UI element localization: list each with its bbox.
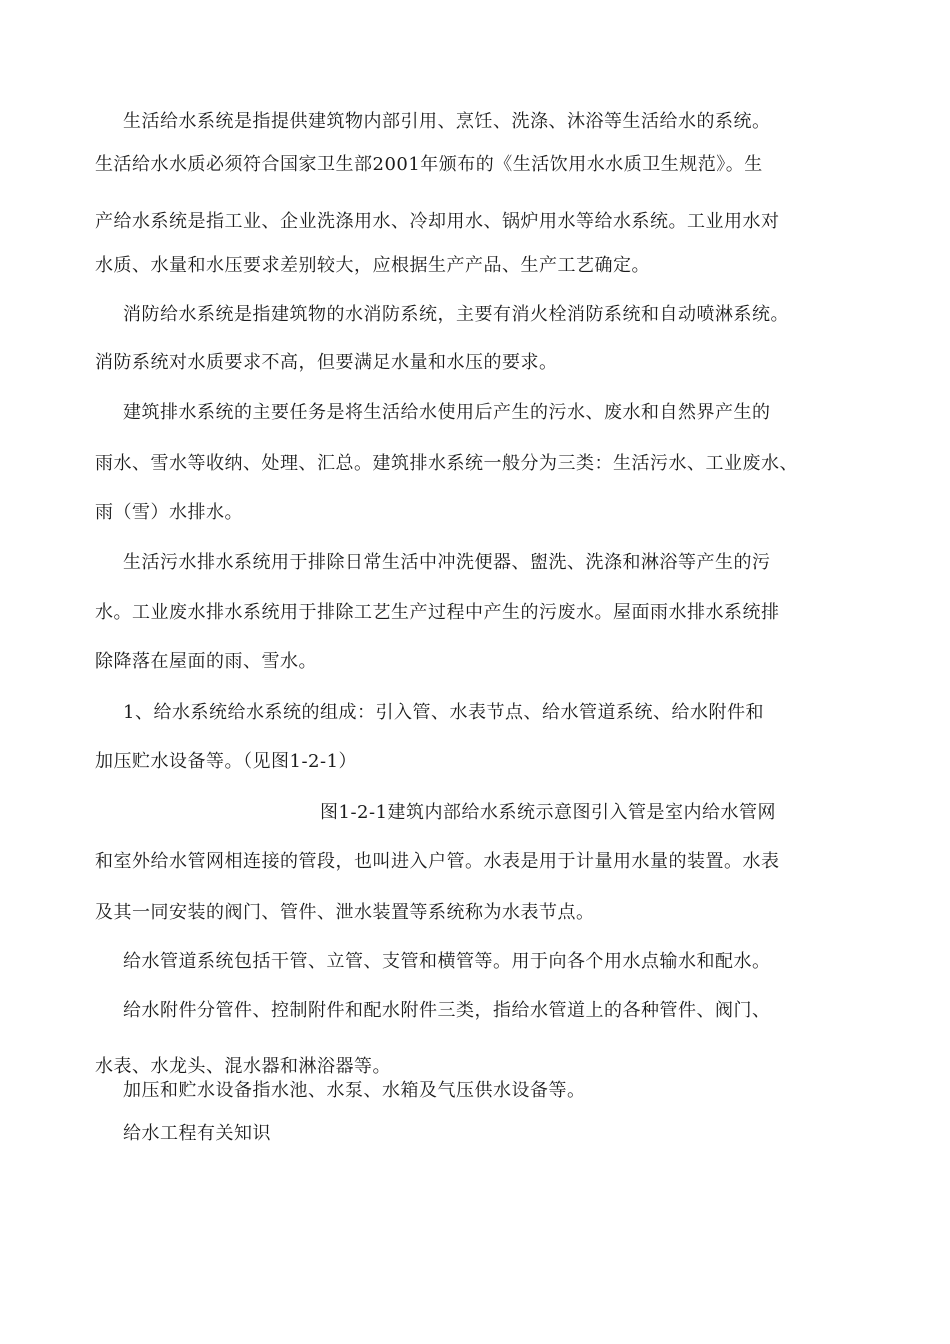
text-line: 生活给水系统是指提供建筑物内部引用、烹饪、洗涤、沐浴等生活给水的系统。 [123,111,771,132]
text-line: 生活给水水质必须符合国家卫生部2001年颁布的《生活饮用水水质卫生规范》。生 [95,154,763,175]
text-line: 雨（雪）水排水。 [95,502,243,523]
text-line: 除降落在屋面的雨、雪水。 [95,651,317,672]
text-line: 生活污水排水系统用于排除日常生活中冲洗便器、盥洗、洗涤和淋浴等产生的污 [123,552,771,573]
text-line: 给水附件分管件、控制附件和配水附件三类，指给水管道上的各种管件、阀门、 [123,1000,771,1021]
text-line: 水。工业废水排水系统用于排除工艺生产过程中产生的污废水。屋面雨水排水系统排 [95,602,780,623]
text-line: 消防给水系统是指建筑物的水消防系统，主要有消火栓消防系统和自动喷淋系统。 [123,304,789,325]
text-line: 和室外给水管网相连接的管段，也叫进入户管。水表是用于计量用水量的装置。水表 [95,851,780,872]
text-line: 及其一同安装的阀门、管件、泄水装置等系统称为水表节点。 [95,902,595,923]
text-line: 产给水系统是指工业、企业洗涤用水、冷却用水、锅炉用水等给水系统。工业用水对 [95,211,780,232]
text-line: 给水工程有关知识 [123,1123,271,1144]
text-line: 加压贮水设备等。（见图1-2-1） [95,751,358,772]
text-line: 加压和贮水设备指水池、水泵、水箱及气压供水设备等。 [123,1080,586,1101]
text-line: 给水管道系统包括干管、立管、支管和横管等。用于向各个用水点输水和配水。 [123,951,771,972]
text-line: 雨水、雪水等收纳、处理、汇总。建筑排水系统一般分为三类：生活污水、工业废水、 [95,453,798,474]
text-line: 建筑排水系统的主要任务是将生活给水使用后产生的污水、废水和自然界产生的 [123,402,771,423]
text-line: 1、给水系统给水系统的组成：引入管、水表节点、给水管道系统、给水附件和 [123,702,764,723]
text-line: 水表、水龙头、混水器和淋浴器等。 [95,1056,391,1077]
text-line: 水质、水量和水压要求差别较大，应根据生产产品、生产工艺确定。 [95,255,650,276]
figure-caption-line: 图1-2-1建筑内部给水系统示意图引入管是室内给水管网 [320,802,777,823]
text-line: 消防系统对水质要求不高，但要满足水量和水压的要求。 [95,352,558,373]
